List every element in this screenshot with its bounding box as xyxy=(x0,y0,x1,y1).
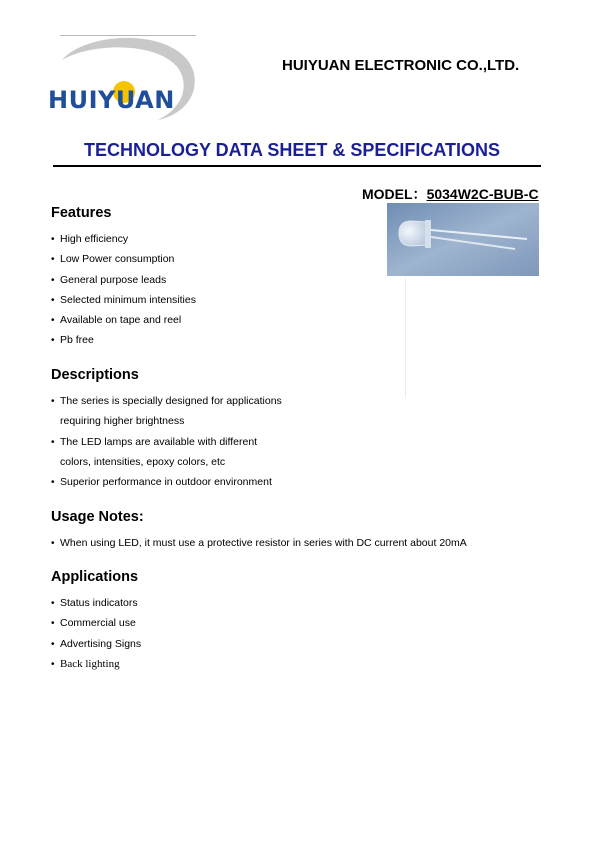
title-divider xyxy=(53,165,541,167)
feature-text: Low Power consumption xyxy=(60,253,175,266)
bullet: • xyxy=(51,477,55,489)
description-item xyxy=(51,432,571,452)
description-text: requiring higher brightness xyxy=(60,415,185,428)
bullet: • xyxy=(51,598,55,609)
application-text: Commercial use xyxy=(60,617,136,630)
bullet: • xyxy=(51,396,55,407)
application-item xyxy=(51,593,571,613)
feature-item xyxy=(51,330,571,350)
usage-notes-section xyxy=(51,508,571,553)
description-continuation xyxy=(51,411,571,431)
description-continuation xyxy=(51,452,571,472)
feature-item xyxy=(51,270,571,290)
feature-text: Pb free xyxy=(60,334,94,347)
application-text: Back lighting xyxy=(60,657,120,670)
company-logo xyxy=(48,30,200,122)
bullet: • xyxy=(51,234,55,245)
feature-text: Selected minimum intensities xyxy=(60,293,196,306)
application-text: Status indicators xyxy=(60,597,138,609)
bullet: • xyxy=(51,335,55,347)
description-text: The series is specially designed for applications xyxy=(60,395,282,407)
bullet: • xyxy=(51,658,55,670)
feature-item xyxy=(51,290,571,310)
bullet: • xyxy=(51,254,55,266)
applications-list xyxy=(51,593,571,674)
description-item xyxy=(51,391,571,411)
descriptions-list xyxy=(51,391,571,492)
company-name: HUIYUAN ELECTRONIC CO.,LTD. xyxy=(282,57,520,74)
logo-letter-y: Y xyxy=(98,86,116,114)
bullet: • xyxy=(51,538,55,549)
usage-notes-heading: Usage Notes: xyxy=(51,509,144,525)
usage-note-item xyxy=(51,533,571,553)
features-heading: Features xyxy=(51,205,112,221)
feature-item xyxy=(51,310,571,330)
feature-text: General purpose leads xyxy=(60,273,167,286)
logo-text: HUIYUAN xyxy=(48,86,175,114)
description-text: colors, intensities, epoxy colors, etc xyxy=(60,455,226,468)
feature-text: High efficiency xyxy=(60,233,129,245)
feature-item xyxy=(51,229,571,249)
descriptions-heading: Descriptions xyxy=(51,367,139,383)
model-label: MODEL： xyxy=(362,186,427,202)
description-text: Superior performance in outdoor environment xyxy=(60,476,272,489)
application-item xyxy=(51,634,571,654)
applications-section xyxy=(51,568,571,674)
features-list xyxy=(51,229,571,351)
feature-text: Available on tape and reel xyxy=(60,314,182,327)
feature-item xyxy=(51,249,571,269)
description-text: The LED lamps are available with different xyxy=(60,435,258,448)
description-item xyxy=(51,472,571,492)
applications-heading: Applications xyxy=(51,569,139,585)
bullet: • xyxy=(51,638,55,650)
bullet: • xyxy=(51,436,55,448)
usage-notes-list xyxy=(51,533,571,553)
bullet: • xyxy=(51,294,55,306)
bullet: • xyxy=(51,315,55,327)
document-title: TECHNOLOGY DATA SHEET & SPECIFICATIONS xyxy=(84,140,501,160)
model-number: 5034W2C-BUB-C xyxy=(426,186,539,202)
application-item xyxy=(51,654,571,674)
features-section xyxy=(51,204,571,351)
bullet: • xyxy=(51,618,55,630)
usage-note-text: When using LED, it must use a protective resistor in series with DC current about 20mA xyxy=(60,537,467,549)
model-line xyxy=(362,184,539,204)
bullet: • xyxy=(51,274,55,286)
application-text: Advertising Signs xyxy=(60,637,142,650)
descriptions-section xyxy=(51,366,571,492)
application-item xyxy=(51,613,571,633)
